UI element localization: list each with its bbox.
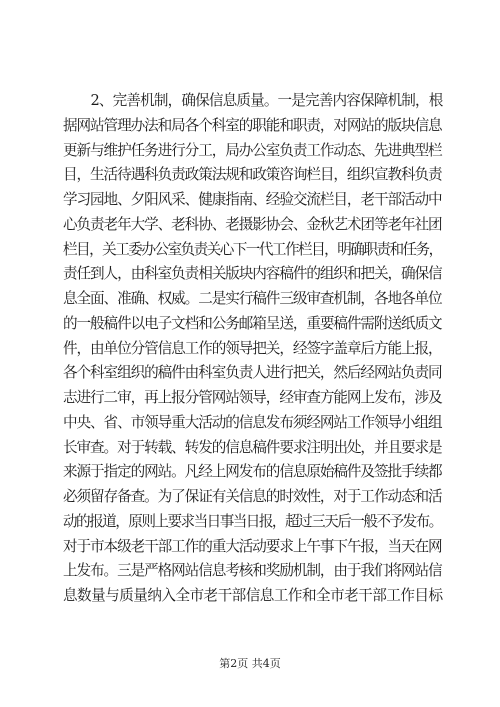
text-line: 志进行二审，再上报分管网站领导，经审查方能网上发布，涉及 [63, 389, 442, 406]
text-line: 栏目，关工委办公室负责关心下一代工作栏目，明确职责和任务， [63, 240, 442, 258]
text-line: 息全面、准确、权威。二是实行稿件三级审查机制，各地各单位 [63, 290, 442, 307]
text-line: 中央、省、市领导重大活动的信息发布须经网站工作领导小组组 [63, 413, 442, 431]
text-line: 责任到人，由科室负责相关版块内容稿件的组织和把关，确保信 [63, 265, 442, 283]
body-paragraph [63, 89, 443, 609]
text-line: 来源于指定的网站。凡经上网发布的信息原始稿件及签批手续都 [63, 463, 442, 481]
text-line: 息数量与质量纳入全市老干部信息工作和全市老干部工作目标 [63, 587, 443, 604]
text-line: 心负责老年大学、老科协、老摄影协会、金秋艺术团等老年社团 [63, 215, 442, 233]
text-line: 各个科室组织的稿件由科室负责人进行把关，然后经网站负责同 [63, 364, 442, 382]
text-line: 件，由单位分管信息工作的领导把关，经签字盖章后方能上报， [63, 339, 442, 357]
text-line: 上发布。三是严格网站信息考核和奖励机制，由于我们将网站信 [63, 562, 442, 580]
text-line: 2、完善机制，确保信息质量。一是完善内容保障机制，根 [63, 92, 443, 109]
page-footer: 第2页 共4页 [219, 657, 281, 670]
text-line: 对于市本级老干部工作的重大活动要求上午事下午报，当天在网 [63, 537, 442, 555]
text-line: 更新与维护任务进行分工，局办公室负责工作动态、先进典型栏 [63, 141, 442, 159]
text-line: 长审查。对于转载、转发的信息稿件要求注明出处，并且要求是 [63, 438, 442, 456]
text-line: 必须留存备查。为了保证有关信息的时效性，对于工作动态和活 [63, 488, 442, 505]
text-line: 的一般稿件以电子文档和公务邮箱呈送，重要稿件需附送纸质文 [63, 314, 442, 332]
text-line: 学习园地、夕阳风采、健康指南、经验交流栏目，老干部活动中 [63, 191, 442, 208]
text-line: 目，生活待遇科负责政策法规和政策咨询栏目，组织宣教科负责 [63, 166, 442, 184]
text-line: 动的报道，原则上要求当日事当日报，超过三天后一般不予发布。 [63, 512, 442, 530]
text-line: 据网站管理办法和局各个科室的职能和职责，对网站的版块信息 [63, 116, 442, 134]
